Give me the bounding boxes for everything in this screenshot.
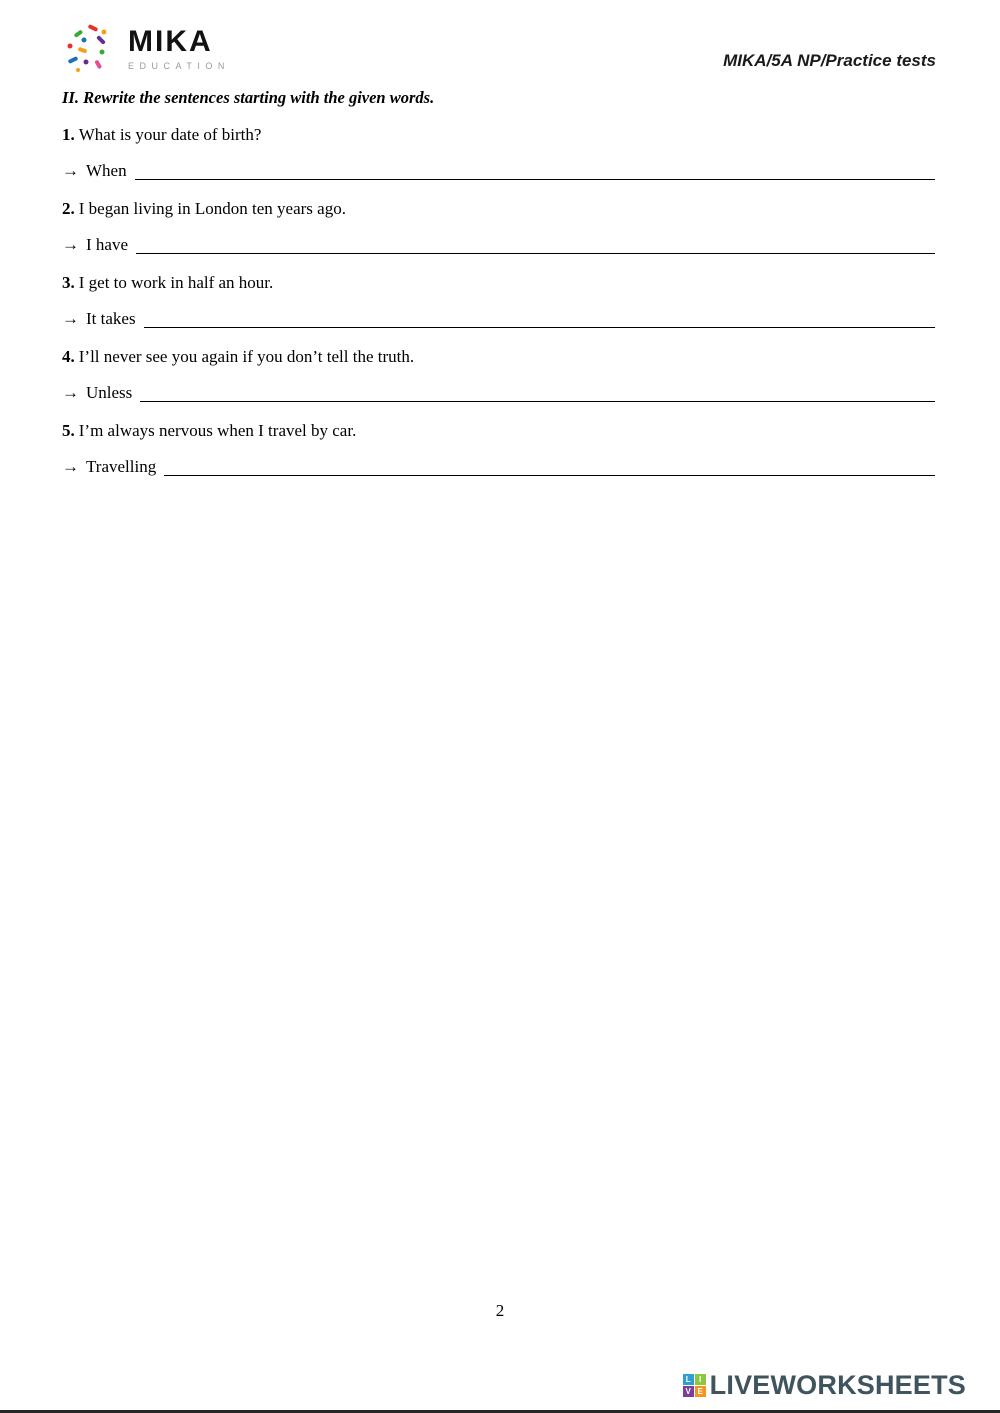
exercise-item	[62, 272, 935, 330]
arrow-symbol: →	[62, 383, 79, 402]
item-sentence: I began living in London ten years ago.	[78, 199, 346, 218]
logo-text	[128, 27, 230, 71]
answer-start-word: It takes	[86, 309, 136, 328]
answer-start-word: Unless	[86, 383, 133, 402]
lw-square-l: L	[683, 1374, 694, 1385]
item-sentence: I’ll never see you again if you don’t tell the truth.	[78, 347, 415, 366]
exercise-item	[62, 198, 935, 256]
item-number: 3.	[62, 273, 75, 292]
brand-name: MIKA	[128, 25, 213, 58]
mika-confetti-icon	[62, 24, 118, 74]
answer-start-word: Travelling	[86, 457, 157, 476]
liveworksheets-logo[interactable]	[683, 1370, 966, 1401]
liveworksheets-wordmark: LIVEWORKSHEETS	[709, 1370, 966, 1400]
answer-start-word: When	[86, 161, 127, 180]
mika-logo	[62, 24, 230, 74]
page-number: 2	[495, 1301, 505, 1320]
arrow-symbol: →	[62, 235, 79, 254]
lw-square-e: E	[695, 1386, 706, 1397]
answer-blank[interactable]	[140, 385, 935, 402]
item-sentence: I get to work in half an hour.	[78, 273, 274, 292]
page-header	[62, 24, 936, 74]
item-number: 4.	[62, 347, 75, 366]
answer-blank[interactable]	[144, 311, 935, 328]
item-sentence: I’m always nervous when I travel by car.	[78, 421, 357, 440]
arrow-symbol: →	[62, 309, 79, 328]
item-number: 1.	[62, 125, 75, 144]
section-title: II. Rewrite the sentences starting with the given words.	[62, 88, 435, 107]
answer-blank[interactable]	[136, 237, 935, 254]
course-label: MIKA/5A NP/Practice tests	[723, 51, 936, 70]
answer-start-word: I have	[86, 235, 129, 254]
arrow-symbol: →	[62, 457, 79, 476]
arrow-symbol: →	[62, 161, 79, 180]
item-sentence: What is your date of birth?	[78, 125, 262, 144]
item-number: 5.	[62, 421, 75, 440]
exercise-item	[62, 124, 935, 182]
answer-blank[interactable]	[164, 459, 935, 476]
answer-blank[interactable]	[135, 163, 935, 180]
exercise-item	[62, 346, 935, 404]
exercise-item	[62, 420, 935, 478]
liveworksheets-grid-icon	[683, 1374, 706, 1397]
brand-subtitle: EDUCATION	[128, 61, 230, 71]
lw-square-i: I	[695, 1374, 706, 1385]
lw-square-v: V	[683, 1386, 694, 1397]
worksheet-content	[62, 88, 935, 494]
item-number: 2.	[62, 199, 75, 218]
